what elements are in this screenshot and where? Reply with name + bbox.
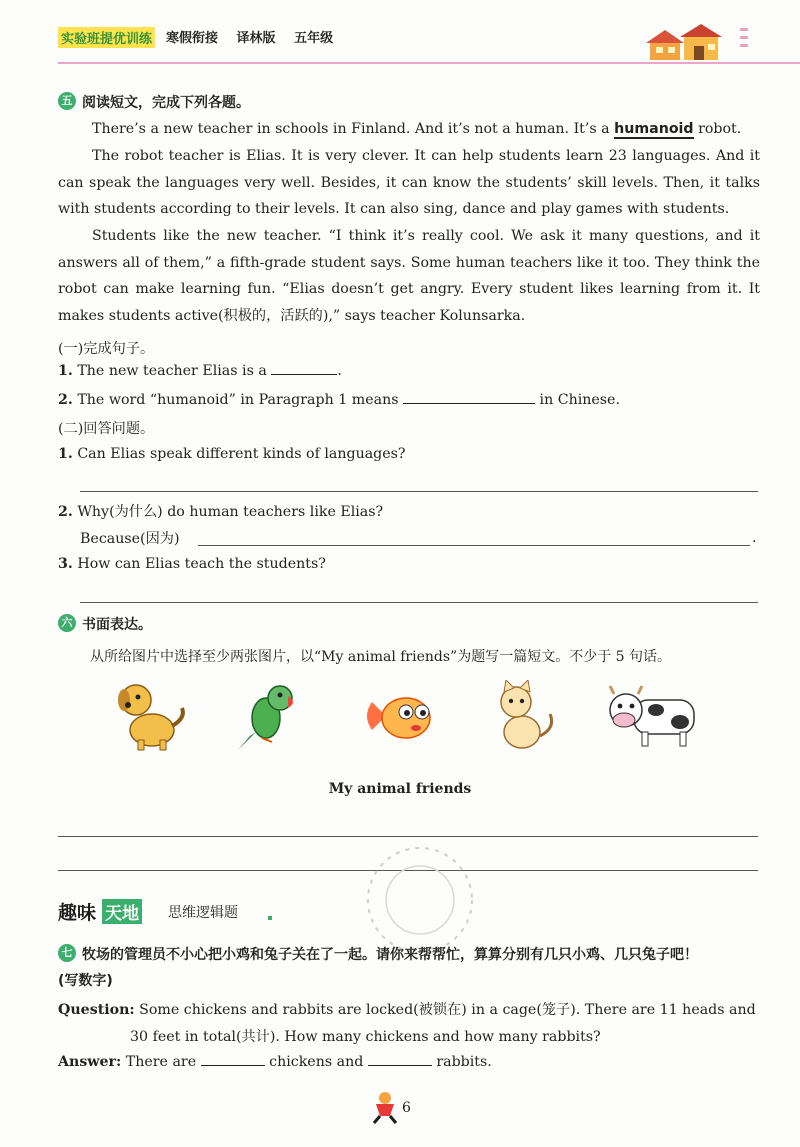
rabbits-blank[interactable]: [368, 1065, 432, 1066]
dog-icon: [108, 678, 188, 752]
answer-blank[interactable]: [271, 374, 337, 375]
question-number: 3.: [58, 556, 73, 572]
part2-title: (二)回答问题。: [58, 421, 155, 437]
question-text: The new teacher Elias is a: [77, 363, 267, 379]
answer-blank[interactable]: [403, 403, 535, 404]
question-end: in Chinese.: [539, 392, 620, 408]
section-badge-5: 五: [58, 92, 76, 110]
question-number: 1.: [58, 363, 73, 379]
question-label: Question:: [58, 1002, 135, 1018]
decor-dot: [268, 916, 272, 920]
write-number-note: (写数字): [58, 973, 113, 989]
house-icon: [646, 22, 722, 62]
page-number: 6: [402, 1100, 411, 1116]
header-edition: 译林版: [236, 31, 276, 46]
question-line-2: 30 feet in total(共计). How many chickens and how many rabbits?: [130, 1029, 601, 1045]
mascot-icon: [370, 1090, 400, 1124]
part2-question-3: [58, 556, 326, 572]
header-rule: [58, 62, 800, 64]
question-text: The word “humanoid” in Paragraph 1 means: [77, 392, 399, 408]
header-grade: 五年级: [294, 31, 334, 46]
passage-paragraph-3: Students like the new teacher. “I think it’s really cool. We ask it many questions, and it answers all of them,” a fifth-grade student says. Some human teachers like it too. They think the robot can make learning fun. “Elias doesn’t get angry. Every student likes learning from it. It makes students active(积极的，活跃的),” says teacher Kolunsarka.: [58, 228, 760, 324]
because-end: .: [752, 530, 757, 546]
question-text: Can Elias speak different kinds of languages?: [77, 446, 406, 462]
fun-subtitle: 思维逻辑题: [168, 905, 238, 921]
essay-title: My animal friends: [328, 781, 472, 797]
question-text-1: Some chickens and rabbits are locked(被锁在) in a cage(笼子). There are 11 heads and: [139, 1002, 756, 1018]
header-stripe: [740, 28, 748, 31]
section-badge-7: 七: [58, 944, 76, 962]
part2-question-2: [58, 501, 383, 521]
part1-title: (一)完成句子。: [58, 341, 155, 357]
because-label: Because(因为): [80, 531, 180, 547]
because-prompt: [80, 528, 180, 548]
keyword-humanoid: humanoid: [614, 121, 694, 137]
part1-question-2: [58, 392, 620, 408]
answer-text-b: chickens and: [269, 1054, 364, 1070]
question-number: 1.: [58, 446, 73, 462]
part1-question-1: [58, 363, 342, 379]
section-badge-6: 六: [58, 614, 76, 632]
chickens-blank[interactable]: [201, 1065, 265, 1066]
fun-title-a: 趣味: [58, 902, 97, 924]
section-title-6: 书面表达。: [82, 617, 152, 633]
stamp-watermark: [360, 840, 480, 960]
parrot-icon: [232, 680, 304, 752]
fish-icon: [362, 682, 438, 750]
fun-title-b: 天地: [102, 899, 142, 924]
writing-instruction: 从所给图片中选择至少两张图片，以“My animal friends”为题写一篇短文。不少于 5 句话。: [90, 649, 672, 665]
answer-line[interactable]: [80, 491, 758, 492]
question-text: How can Elias teach the students?: [77, 556, 326, 572]
question-line-1: [58, 999, 756, 1019]
writing-line[interactable]: [58, 836, 758, 837]
header-text: [166, 27, 347, 46]
answer-text-c: rabbits.: [436, 1054, 492, 1070]
answer-label: Answer:: [58, 1054, 122, 1070]
p1-end: robot.: [693, 121, 742, 137]
header-stripe: [740, 36, 748, 39]
header-stripe: [740, 44, 748, 47]
section-intro-7: 牧场的管理员不小心把小鸡和兔子关在了一起。请你来帮帮忙，算算分别有几只小鸡、几只兔子吧！: [82, 947, 698, 963]
part2-question-1: [58, 446, 406, 462]
answer-line[interactable]: [198, 545, 750, 546]
question-number: 2.: [58, 504, 73, 520]
p1-text: There’s a new teacher in schools in Finland. And it’s not a human. It’s a: [92, 121, 615, 137]
section-title-5: 阅读短文，完成下列各题。: [82, 95, 250, 111]
answer-line-7: [58, 1054, 492, 1070]
passage-paragraph-1: [58, 116, 760, 143]
cat-icon: [486, 680, 558, 752]
question-number: 2.: [58, 392, 73, 408]
answer-line[interactable]: [80, 602, 758, 603]
cow-icon: [604, 682, 700, 752]
question-text: Why(为什么) do human teachers like Elias?: [77, 504, 384, 520]
header-subtitle: 寒假衔接: [166, 31, 219, 46]
question-end: .: [337, 363, 342, 379]
passage-paragraph-2: The robot teacher is Elias. It is very clever. It can help students learn 23 languages. And it can speak the languages very well. Besides, it can know the students’ skill levels. Then, it talks with students according to their levels. It can also sing, dance and play games with students.: [58, 148, 760, 217]
series-badge: 实验班提优训练: [58, 27, 155, 48]
answer-text-a: There are: [125, 1054, 197, 1070]
